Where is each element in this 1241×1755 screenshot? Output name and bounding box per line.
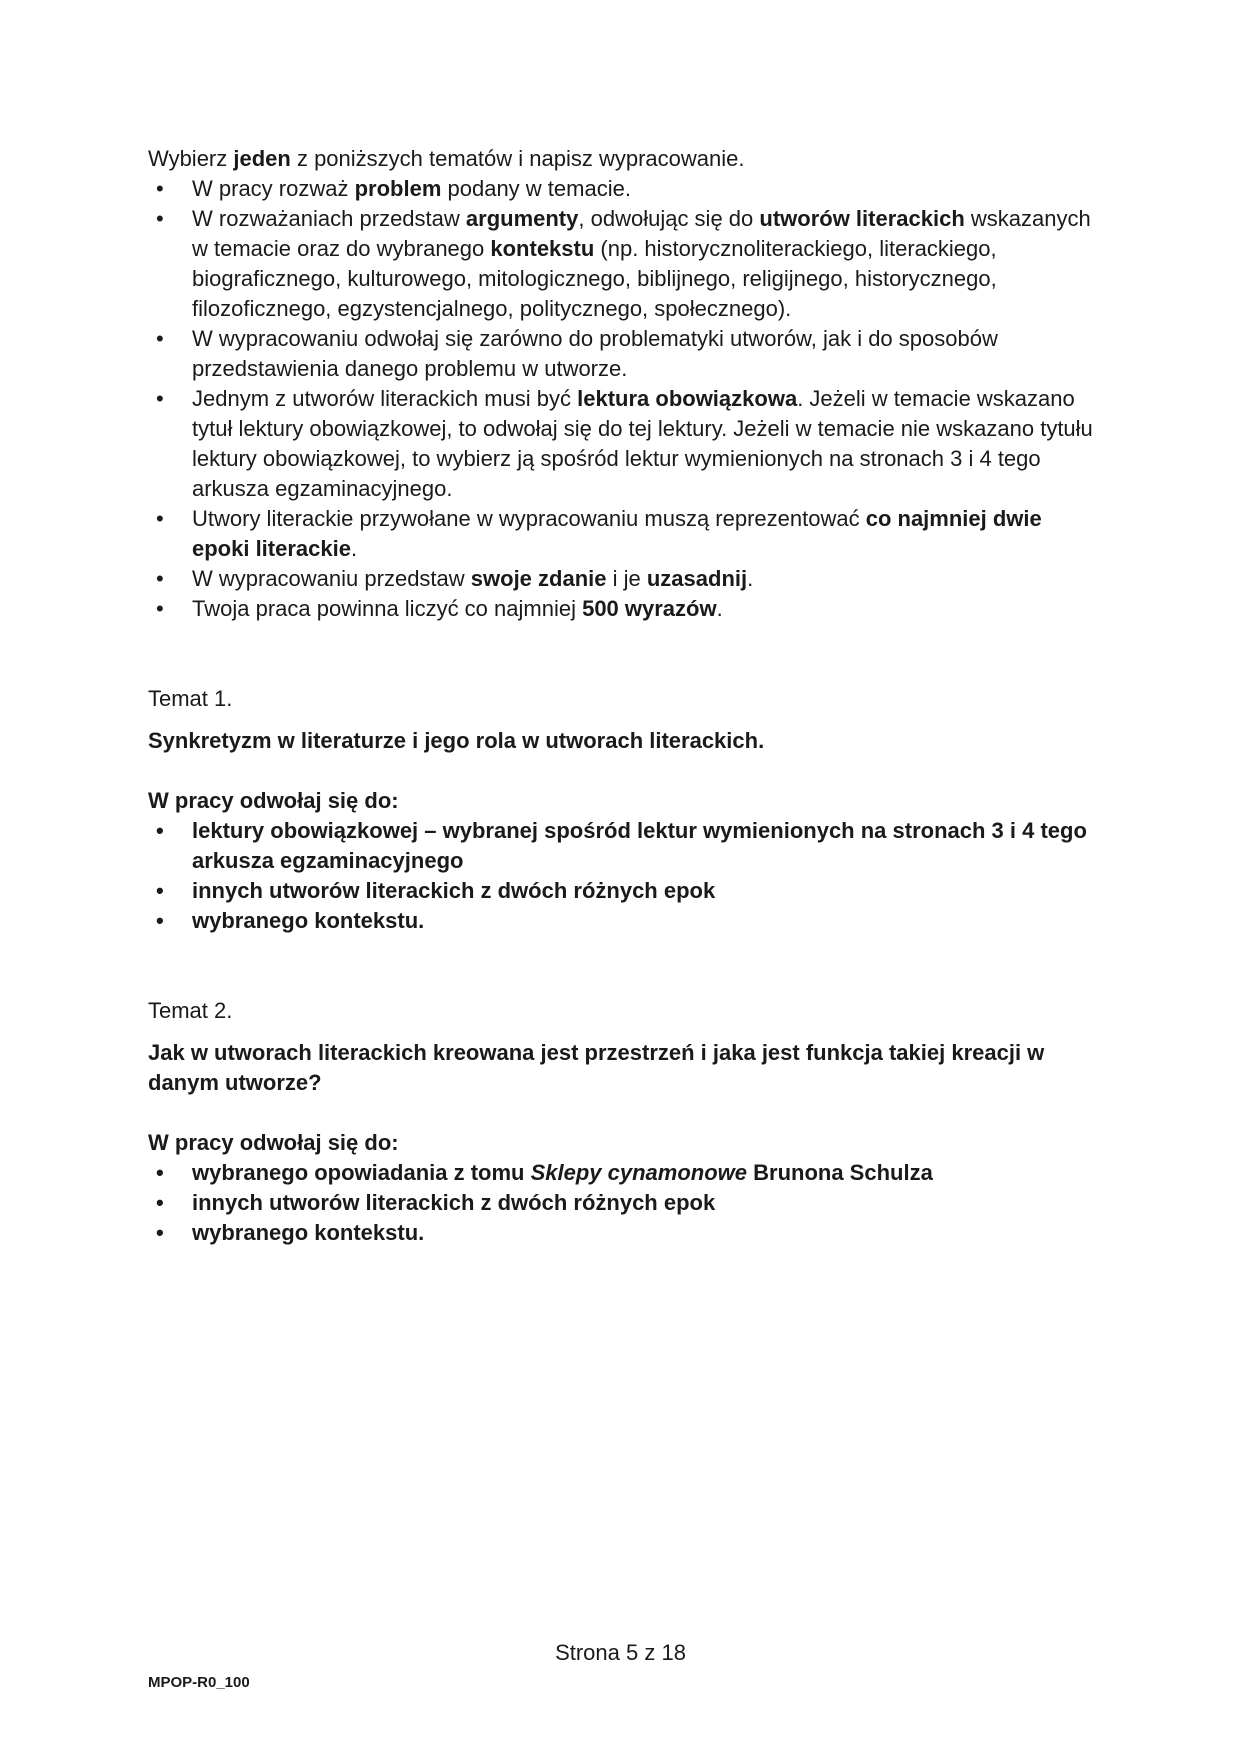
topic-1-item: • lektury obowiązkowej – wybranej spośród lektur wymienionych na stronach 3 i 4 tego arkusza egzaminacyjnego xyxy=(148,816,1098,876)
instructions-list xyxy=(148,174,1098,624)
instruction-item: • W pracy rozważ problem podany w temacie. xyxy=(148,174,1098,204)
topic-2-list xyxy=(148,1158,1098,1248)
topic-1-item: • innych utworów literackich z dwóch różnych epok xyxy=(148,876,1098,906)
topic-1-title: Synkretyzm w literaturze i jego rola w utworach literackich. xyxy=(148,728,765,753)
topic-2-item: • wybranego opowiadania z tomu Sklepy cynamonowe Brunona Schulza xyxy=(148,1158,1098,1188)
instruction-item: • Jednym z utworów literackich musi być lektura obowiązkowa. Jeżeli w temacie wskazano tytuł lektury obowiązkowej, to odwołaj się do tej lektury. Jeżeli w temacie nie wskazano tytułu lektury obowiązkowej, to wybierz ją spośród lektur wymienionych na stronach 3 i 4 tego arkusza egzaminacyjnego. xyxy=(148,384,1098,504)
topic-2-title: Jak w utworach literackich kreowana jest przestrzeń i jaka jest funkcja takiej kreacji w danym utworze? xyxy=(148,1040,1045,1095)
topic-2-label: Temat 2. xyxy=(148,998,233,1023)
instruction-item: • W wypracowaniu odwołaj się zarówno do problematyki utworów, jak i do sposobów przedstawienia danego problemu w utworze. xyxy=(148,324,1098,384)
instruction-item: • Utwory literackie przywołane w wypracowaniu muszą reprezentować co najmniej dwie epoki literackie. xyxy=(148,504,1098,564)
topic-1-item: • wybranego kontekstu. xyxy=(148,906,1098,936)
instruction-item: • W rozważaniach przedstaw argumenty, odwołując się do utworów literackich wskazanych w temacie oraz do wybranego kontekstu (np. historycznoliterackiego, literackiego, biograficznego, kulturowego, mitologicznego, biblijnego, religijnego, historycznego, filozoficznego, egzystencjalnego, politycznego, społecznego). xyxy=(148,204,1098,324)
topic-1-label: Temat 1. xyxy=(148,686,233,711)
instructions-lead: Wybierz jeden z poniższych tematów i napisz wypracowanie. xyxy=(148,146,745,171)
topic-1-refer-label: W pracy odwołaj się do: xyxy=(148,788,399,813)
topic-1-list xyxy=(148,816,1098,936)
exam-page-content xyxy=(148,144,1098,1248)
topic-2-item: • wybranego kontekstu. xyxy=(148,1218,1098,1248)
instruction-item: • Twoja praca powinna liczyć co najmniej 500 wyrazów. xyxy=(148,594,1098,624)
page-number: Strona 5 z 18 xyxy=(555,1640,686,1665)
topic-2-refer-label: W pracy odwołaj się do: xyxy=(148,1130,399,1155)
topic-2-item: • innych utworów literackich z dwóch różnych epok xyxy=(148,1188,1098,1218)
exam-code: MPOP-R0_100 xyxy=(148,1674,250,1691)
instruction-item: • W wypracowaniu przedstaw swoje zdanie i je uzasadnij. xyxy=(148,564,1098,594)
